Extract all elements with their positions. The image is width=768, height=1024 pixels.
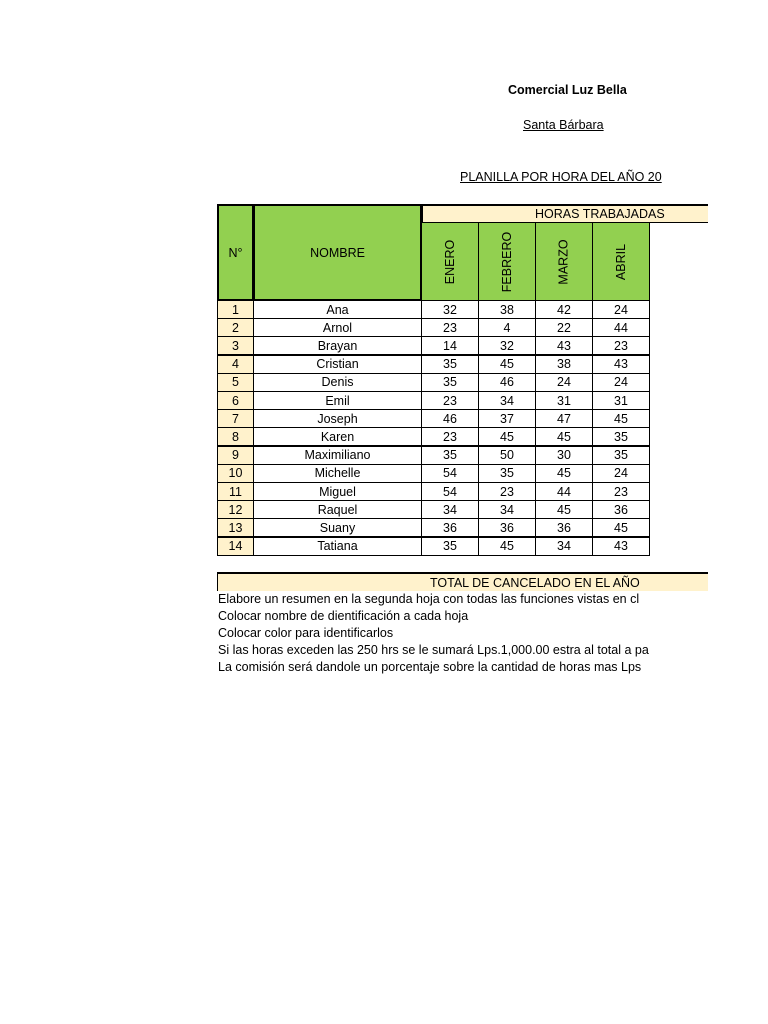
hours-cell[interactable]: 43	[592, 537, 650, 556]
hours-cell[interactable]: 32	[478, 336, 536, 355]
hours-cell[interactable]: 23	[592, 336, 650, 355]
row-name[interactable]: Cristian	[253, 355, 422, 374]
header-month-febrero[interactable]: FEBRERO	[478, 222, 536, 301]
row-name[interactable]: Suany	[253, 518, 422, 537]
row-name[interactable]: Arnol	[253, 318, 422, 337]
header-month-marzo[interactable]: MARZO	[535, 222, 593, 301]
hours-cell[interactable]: 35	[592, 427, 650, 446]
row-number[interactable]: 12	[217, 500, 254, 519]
hours-cell[interactable]: 35	[421, 446, 479, 465]
hours-cell[interactable]: 45	[478, 355, 536, 374]
hours-cell[interactable]: 31	[535, 391, 593, 410]
total-row[interactable]: TOTAL DE CANCELADO EN EL AÑO	[217, 572, 708, 591]
hours-cell[interactable]: 36	[478, 518, 536, 537]
row-name[interactable]: Raquel	[253, 500, 422, 519]
hours-cell[interactable]: 34	[478, 391, 536, 410]
hours-cell[interactable]: 24	[592, 464, 650, 483]
hours-cell[interactable]: 24	[592, 373, 650, 392]
hours-cell[interactable]: 23	[421, 391, 479, 410]
header-number[interactable]: N°	[217, 204, 254, 301]
hours-cell[interactable]: 50	[478, 446, 536, 465]
row-name[interactable]: Ana	[253, 300, 422, 319]
hours-cell[interactable]: 46	[478, 373, 536, 392]
hours-cell[interactable]: 42	[535, 300, 593, 319]
note-line: Colocar nombre de dientificación a cada hoja	[218, 609, 469, 623]
row-name[interactable]: Miguel	[253, 482, 422, 501]
row-number[interactable]: 6	[217, 391, 254, 410]
row-name[interactable]: Joseph	[253, 409, 422, 428]
row-name[interactable]: Tatiana	[253, 537, 422, 556]
row-name[interactable]: Denis	[253, 373, 422, 392]
note-line: Si las horas exceden las 250 hrs se le sumará Lps.1,000.00 estra al total a pa	[218, 643, 649, 657]
hours-cell[interactable]: 45	[592, 518, 650, 537]
row-number[interactable]: 10	[217, 464, 254, 483]
hours-cell[interactable]: 38	[535, 355, 593, 374]
header-hours-group[interactable]: HORAS TRABAJADAS	[421, 204, 708, 223]
note-line: Elabore un resumen en la segunda hoja con todas las funciones vistas en cl	[218, 592, 640, 606]
hours-cell[interactable]: 23	[478, 482, 536, 501]
hours-cell[interactable]: 23	[592, 482, 650, 501]
hours-cell[interactable]: 45	[535, 464, 593, 483]
hours-cell[interactable]: 23	[421, 318, 479, 337]
header-month-abril[interactable]: ABRIL	[592, 222, 650, 301]
row-number[interactable]: 13	[217, 518, 254, 537]
hours-cell[interactable]: 43	[535, 336, 593, 355]
row-name[interactable]: Brayan	[253, 336, 422, 355]
row-number[interactable]: 11	[217, 482, 254, 501]
row-number[interactable]: 5	[217, 373, 254, 392]
row-name[interactable]: Michelle	[253, 464, 422, 483]
hours-cell[interactable]: 24	[535, 373, 593, 392]
hours-cell[interactable]: 38	[478, 300, 536, 319]
row-number[interactable]: 7	[217, 409, 254, 428]
note-line: La comisión será dandole un porcentaje sobre la cantidad de horas mas Lps	[218, 660, 642, 674]
note-line: Colocar color para identificarlos	[218, 626, 394, 640]
hours-cell[interactable]: 34	[478, 500, 536, 519]
row-name[interactable]: Karen	[253, 427, 422, 446]
row-number[interactable]: 4	[217, 355, 254, 374]
hours-cell[interactable]: 44	[592, 318, 650, 337]
row-number[interactable]: 9	[217, 446, 254, 465]
hours-cell[interactable]: 44	[535, 482, 593, 501]
hours-cell[interactable]: 45	[478, 427, 536, 446]
hours-cell[interactable]: 35	[421, 355, 479, 374]
row-number[interactable]: 14	[217, 537, 254, 556]
hours-cell[interactable]: 32	[421, 300, 479, 319]
hours-cell[interactable]: 34	[421, 500, 479, 519]
hours-cell[interactable]: 43	[592, 355, 650, 374]
row-name[interactable]: Emil	[253, 391, 422, 410]
header-month-enero[interactable]: ENERO	[421, 222, 479, 301]
hours-cell[interactable]: 23	[421, 427, 479, 446]
header-name[interactable]: NOMBRE	[253, 204, 422, 301]
hours-cell[interactable]: 45	[535, 427, 593, 446]
hours-cell[interactable]: 45	[592, 409, 650, 428]
hours-cell[interactable]: 35	[592, 446, 650, 465]
hours-cell[interactable]: 22	[535, 318, 593, 337]
city-subtitle: Santa Bárbara	[523, 118, 604, 132]
hours-cell[interactable]: 36	[592, 500, 650, 519]
hours-cell[interactable]: 31	[592, 391, 650, 410]
hours-cell[interactable]: 37	[478, 409, 536, 428]
row-number[interactable]: 1	[217, 300, 254, 319]
hours-cell[interactable]: 35	[478, 464, 536, 483]
hours-cell[interactable]: 47	[535, 409, 593, 428]
hours-cell[interactable]: 4	[478, 318, 536, 337]
hours-cell[interactable]: 24	[592, 300, 650, 319]
hours-cell[interactable]: 54	[421, 464, 479, 483]
hours-cell[interactable]: 34	[535, 537, 593, 556]
hours-cell[interactable]: 36	[421, 518, 479, 537]
row-name[interactable]: Maximiliano	[253, 446, 422, 465]
row-number[interactable]: 8	[217, 427, 254, 446]
hours-cell[interactable]: 35	[421, 373, 479, 392]
hours-cell[interactable]: 30	[535, 446, 593, 465]
hours-cell[interactable]: 36	[535, 518, 593, 537]
hours-cell[interactable]: 14	[421, 336, 479, 355]
hours-cell[interactable]: 45	[478, 537, 536, 556]
sheet-title: PLANILLA POR HORA DEL AÑO 20	[460, 170, 662, 184]
company-title: Comercial Luz Bella	[508, 83, 627, 97]
hours-cell[interactable]: 45	[535, 500, 593, 519]
hours-cell[interactable]: 35	[421, 537, 479, 556]
hours-cell[interactable]: 46	[421, 409, 479, 428]
row-number[interactable]: 2	[217, 318, 254, 337]
row-number[interactable]: 3	[217, 336, 254, 355]
hours-cell[interactable]: 54	[421, 482, 479, 501]
